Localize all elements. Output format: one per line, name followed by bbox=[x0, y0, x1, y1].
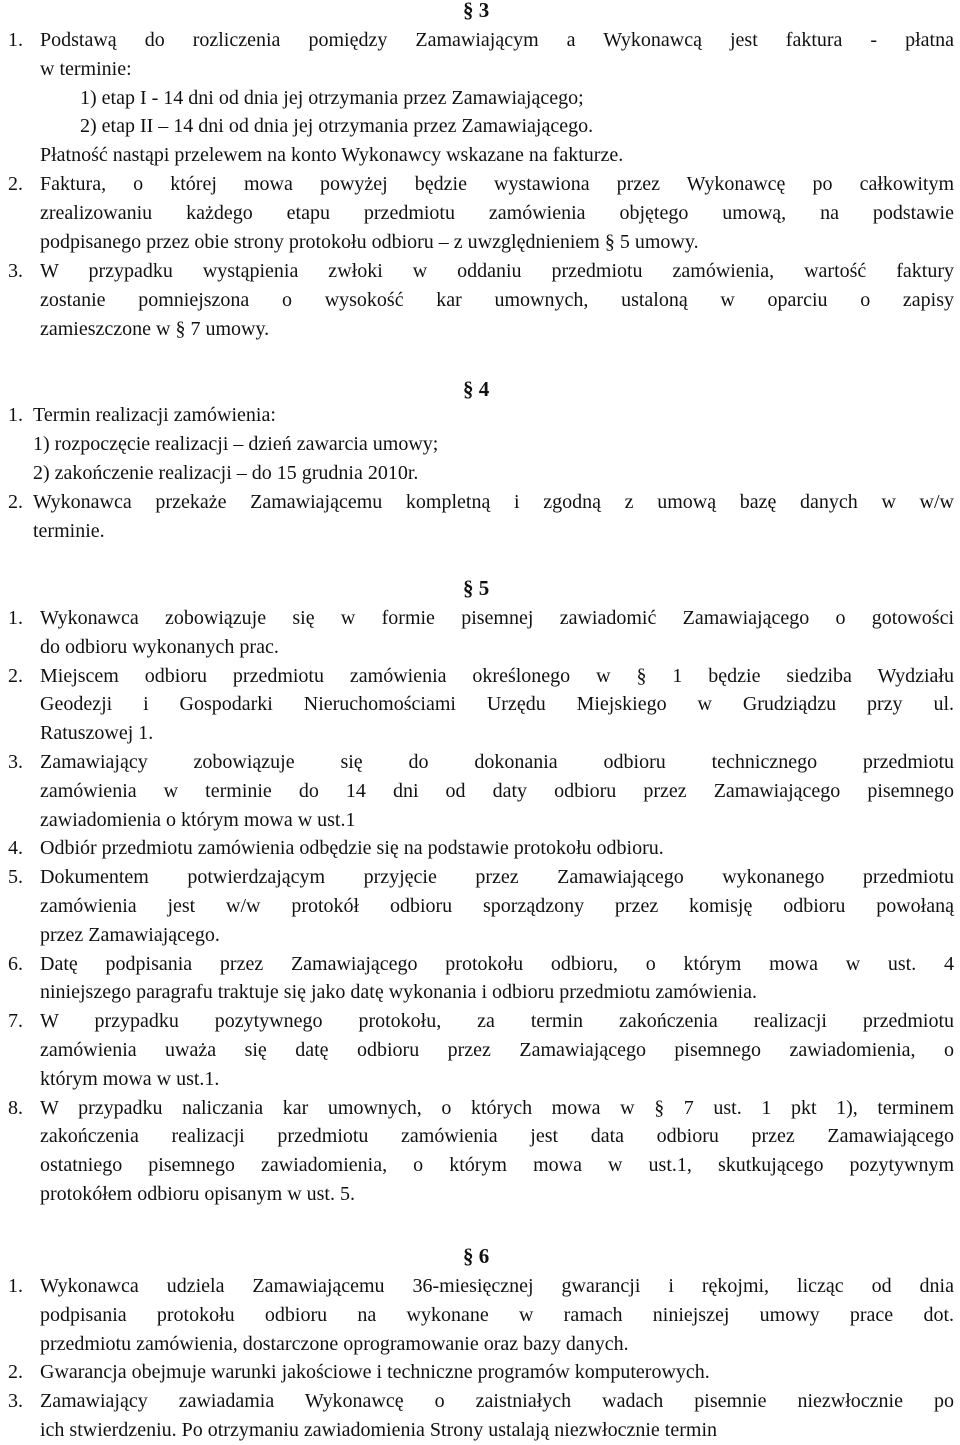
section-3-heading: § 3 bbox=[463, 0, 490, 22]
section-5-heading: § 5 bbox=[463, 576, 490, 600]
paragraph-line: zostanie pomniejszona o wysokość kar umownych, ustaloną w oparciu o zapisy bbox=[40, 288, 954, 311]
list-item-line: przedmiotu zamówienia, dostarczone oprogramowanie oraz bazy danych. bbox=[40, 1332, 629, 1355]
list-item-line: protokółem odbioru opisanym w ust. 5. bbox=[40, 1182, 355, 1205]
section-3-paragraph-2: 2. Faktura, o której mowa powyżej będzie wystawiona przez Wykonawcę po całkowitym zrealizowaniu każdego etapu przedmiotu zamówienia objętego umową, na podstawie podpisanego przez obie strony protokołu odbioru – z uwzględnieniem § 5 umowy. bbox=[0, 170, 960, 256]
list-item-line: Odbiór przedmiotu zamówienia odbędzie się na podstawie protokołu odbioru. bbox=[40, 837, 664, 860]
paragraph-line: Wykonawca przekaże Zamawiającemu kompletną i zgodną z umową bazę danych w w/w bbox=[33, 491, 954, 513]
list-item bbox=[0, 604, 960, 662]
list-item bbox=[0, 662, 960, 748]
list-item-number: 8. bbox=[8, 1096, 23, 1119]
list-item-line: Geodezji i Gospodarki Nieruchomościami Urzędu Miejskiego w Grudziądzu przy ul. bbox=[40, 693, 954, 716]
list-item-line: niniejszego paragrafu traktuje się jako datę wykonania i odbioru przedmiotu zamówienia. bbox=[40, 981, 757, 1004]
list-item-line: zamówienia uważa się datę odbioru przez Zamawiającego pisemnego zawiadomienia, o bbox=[40, 1038, 954, 1061]
section-3-paragraph-1: 1. Podstawą do rozliczenia pomiędzy Zamawiającym a Wykonawcą jest faktura - płatna w terminie: 1) etap I - 14 dni od dnia jej otrzymania przez Zamawiającego; 2) etap II – 14 dni od dnia jej otrzymania przez Zamawiającego. Płatność nastąpi przelewem na konto Wykonawcy wskazane na fakturze. bbox=[0, 26, 960, 170]
list-item-number: 6. bbox=[8, 952, 23, 975]
paragraph-line: zamieszczone w § 7 umowy. bbox=[40, 317, 270, 340]
list-item-line: Miejscem odbioru przedmiotu zamówienia określonego w § 1 będzie siedziba Wydziału bbox=[40, 664, 954, 687]
list-subitem: 2) zakończenie realizacji – do 15 grudnia 2010r. bbox=[33, 461, 419, 484]
list-item bbox=[0, 1358, 960, 1387]
paragraph-line: zrealizowaniu każdego etapu przedmiotu zamówienia objętego umową, na podstawie bbox=[40, 201, 954, 224]
section-6-heading: § 6 bbox=[463, 1244, 490, 1268]
paragraph-line: Faktura, o której mowa powyżej będzie wystawiona przez Wykonawcę po całkowitym bbox=[40, 173, 954, 195]
list-item-line: Zamawiający zobowiązuje się do dokonania odbioru technicznego przedmiotu bbox=[40, 750, 954, 773]
section-4-paragraph-2: 2. Wykonawca przekaże Zamawiającemu kompletną i zgodną z umową bazę danych w w/w terminie. bbox=[0, 488, 960, 546]
list-item-line: którym mowa w ust.1. bbox=[40, 1067, 220, 1090]
list-item-number: 4. bbox=[8, 837, 23, 860]
list-item-number: 2. bbox=[8, 664, 23, 687]
paragraph-line: Podstawą do rozliczenia pomiędzy Zamawiającym a Wykonawcą jest faktura - płatna bbox=[40, 29, 954, 51]
list-item bbox=[0, 863, 960, 949]
section-6-list bbox=[0, 1272, 960, 1445]
list-subitem: 1) rozpoczęcie realizacji – dzień zawarcia umowy; bbox=[33, 432, 439, 455]
list-item-line: zawiadomienia o którym mowa w ust.1 bbox=[40, 808, 356, 831]
list-item bbox=[0, 1272, 960, 1358]
list-item-line: Dokumentem potwierdzającym przyjęcie przez Zamawiającego wykonanego przedmiotu bbox=[40, 866, 954, 889]
list-item-number: 3. bbox=[8, 1390, 23, 1413]
section-4-heading: § 4 bbox=[463, 377, 490, 401]
list-item-line: W przypadku pozytywnego protokołu, za termin zakończenia realizacji przedmiotu bbox=[40, 1010, 954, 1033]
section-5-list bbox=[0, 604, 960, 1209]
list-item-line: zakończenia realizacji przedmiotu zamówienia jest data odbioru przez Zamawiającego bbox=[40, 1125, 954, 1148]
list-item-line: Gwarancja obejmuje warunki jakościowe i techniczne programów komputerowych. bbox=[40, 1361, 710, 1384]
list-item-number: 3. bbox=[8, 750, 23, 773]
list-item-line: zamówienia w terminie do 14 dni od daty odbioru przez Zamawiającego pisemnego bbox=[40, 779, 954, 802]
list-item-line: do odbioru wykonanych prac. bbox=[40, 635, 279, 658]
list-item-number: 7. bbox=[8, 1010, 23, 1033]
list-item bbox=[0, 1094, 960, 1209]
list-item-line: Ratuszowej 1. bbox=[40, 722, 154, 745]
list-item-line: W przypadku naliczania kar umownych, o których mowa w § 7 ust. 1 pkt 1), terminem bbox=[40, 1096, 954, 1119]
list-subitem: 2) etap II – 14 dni od dnia jej otrzymania przez Zamawiającego. bbox=[80, 115, 594, 138]
list-item-line: przez Zamawiającego. bbox=[40, 923, 220, 946]
list-item-line: Wykonawca zobowiązuje się w formie pisemnej zawiadomić Zamawiającego o gotowości bbox=[40, 607, 954, 629]
list-item-line: Wykonawca udziela Zamawiającemu 36-miesięcznej gwarancji i rękojmi, licząc od dnia bbox=[40, 1275, 954, 1297]
list-item bbox=[0, 748, 960, 834]
list-item-line: ostatniego pisemnego zawiadomienia, o którym mowa w ust.1, skutkującego pozytywnym bbox=[40, 1154, 954, 1177]
list-item bbox=[0, 834, 960, 863]
section-3-paragraph-3: 3. W przypadku wystąpienia zwłoki w oddaniu przedmiotu zamówienia, wartość faktury zostanie pomniejszona o wysokość kar umownych, ustaloną w oparciu o zapisy zamieszczone w § 7 umowy. bbox=[0, 257, 960, 343]
list-item-line: Zamawiający zawiadamia Wykonawcę o zaistniałych wadach pisemnie niezwłocznie po bbox=[40, 1390, 954, 1413]
list-item-line: ich stwierdzeniu. Po otrzymaniu zawiadomienia Strony ustalają niezwłocznie termin bbox=[40, 1418, 718, 1441]
list-item-line: zamówienia jest w/w protokół odbioru sporządzony przez komisję odbioru powołaną bbox=[40, 894, 954, 917]
paragraph-line: W przypadku wystąpienia zwłoki w oddaniu przedmiotu zamówienia, wartość faktury bbox=[40, 260, 954, 282]
list-item-number: 2. bbox=[8, 1361, 23, 1384]
paragraph-line: podpisanego przez obie strony protokołu odbioru – z uwzględnieniem § 5 umowy. bbox=[40, 230, 699, 253]
list-item-number: 5. bbox=[8, 866, 23, 889]
list-item bbox=[0, 950, 960, 1008]
list-item bbox=[0, 1387, 960, 1445]
paragraph-line: Płatność nastąpi przelewem na konto Wykonawcy wskazane na fakturze. bbox=[40, 144, 624, 167]
paragraph-line: terminie. bbox=[33, 519, 105, 542]
list-item-number: 1. bbox=[8, 1275, 23, 1297]
paragraph-line: Termin realizacji zamówienia: bbox=[33, 404, 276, 426]
list-item bbox=[0, 1007, 960, 1093]
list-item-number: 1. bbox=[8, 607, 23, 629]
section-4-paragraph-1: 1. Termin realizacji zamówienia: 1) rozpoczęcie realizacji – dzień zawarcia umowy; 2) zakończenie realizacji – do 15 grudnia 2010r. bbox=[0, 401, 960, 487]
list-item-line: podpisania protokołu odbioru na wykonane w ramach niniejszej umowy prace dot. bbox=[40, 1303, 954, 1326]
list-item-line: Datę podpisania przez Zamawiającego protokołu odbioru, o którym mowa w ust. 4 bbox=[40, 952, 954, 975]
list-subitem: 1) etap I - 14 dni od dnia jej otrzymania przez Zamawiającego; bbox=[80, 86, 584, 109]
paragraph-line: w terminie: bbox=[40, 57, 132, 80]
